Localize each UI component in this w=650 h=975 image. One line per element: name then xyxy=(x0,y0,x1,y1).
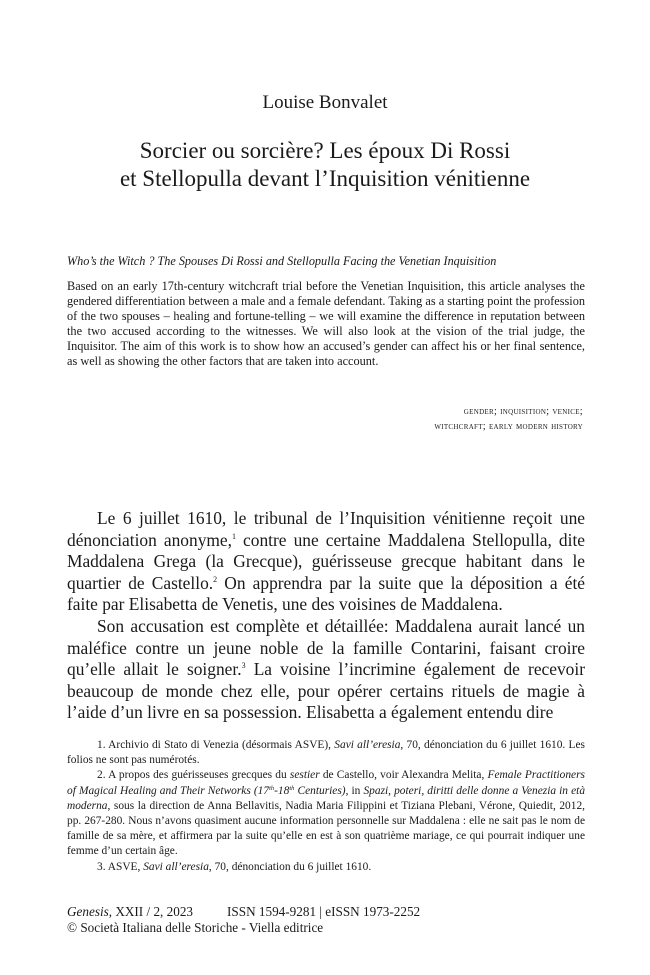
journal-name: Genesis xyxy=(67,904,109,919)
footnote-italic: Female Practitioners of Magical Healing and Their Networks (17 xyxy=(67,769,585,797)
abstract: Based on an early 17th-century witchcraft trial before the Venetian Inquisition, this article analyses the gendered differentiation between a male and a female defendant. Taking as a starting point the profession of the two spouses – healing and fortune-telling – we will examine the difference in reputation between the two accused according to the witnesses. We will also look at the vision of the trial judge, the Inquisitor. The aim of this work is to show how an accused’s gender can affect his or her final sentence, as well as showing the other factors that are taken into account. xyxy=(67,279,585,368)
footnote-text: , in xyxy=(345,784,364,797)
body-paragraph-1 xyxy=(67,508,585,616)
footnote-italic: -18 xyxy=(274,784,290,797)
body-text-run: On apprendra par la suite que la déposition a été faite par Elisabetta de Venetis, une des voisines de Maddalena. xyxy=(67,572,585,615)
article-title xyxy=(0,137,650,193)
copyright: © Società Italiana delle Storiche - Viella editrice xyxy=(67,920,324,935)
footnote-2 xyxy=(67,768,585,859)
footer-citation-row xyxy=(67,904,587,920)
footnote-3 xyxy=(67,860,585,875)
footnote-italic: Savi all’eresia xyxy=(334,739,401,751)
journal-issue: , XXII / 2, 2023 xyxy=(108,904,194,919)
issn: ISSN 1594-9281 | eISSN 1973-2252 xyxy=(227,904,421,919)
footnote-text: 1. Archivio di Stato di Venezia (désormais ASVE), xyxy=(97,739,335,751)
footnote-text: , 70, dénonciation du 6 juillet 1610. Les folios ne sont pas numérotés. xyxy=(67,739,585,767)
footnotes xyxy=(67,738,585,875)
english-title: Who’s the Witch ? The Spouses Di Rossi and Stellopulla Facing the Venetian Inquisition xyxy=(67,254,497,268)
footnote-ref-2[interactable]: 2 xyxy=(213,574,218,584)
keywords xyxy=(183,404,583,434)
page-footer xyxy=(67,904,587,936)
footnote-ref-3[interactable]: 3 xyxy=(241,661,246,671)
footnote-superscript: th xyxy=(289,784,295,792)
footnote-text: , sous la direction de Anna Bellavitis, Nadia Maria Filippini et Tiziana Plebani, Vérone, Quiedit, 2012, pp. 267-280. Nous n’avons quasiment aucune information personnelle sur Maddalena : elle ne sait pas le nom de famille de sa mère, et affirmera par la suite qu’elle en est à son quatrième mariage, ce qui pourrait indiquer une femme d’un certain âge. xyxy=(67,799,585,858)
body-text-run: contre une certaine Maddalena Stellopulla, dite Maddalena Grega (la Grecque), guérisseuse grecque habitant dans le quartier de Castello. xyxy=(67,529,585,593)
footnote-italic: Savi all’eresia xyxy=(143,860,209,873)
body-text-run: Son accusation est complète et détaillée: Maddalena aurait lancé un maléfice contre un jeune noble de la famille Contarini, faisant croire qu’elle allait le soigner. xyxy=(67,615,585,680)
footnote-text: de Castello, voir Alexandra Melita, xyxy=(319,769,488,782)
article-title-line-1: Sorcier ou sorcière? Les époux Di Rossi xyxy=(139,138,511,163)
author-name: Louise Bonvalet xyxy=(262,92,388,113)
body-paragraph-2 xyxy=(67,616,585,724)
footnote-text: 2. A propos des guérisseuses grecques du xyxy=(97,769,290,782)
footnote-superscript: th xyxy=(269,784,275,792)
footnote-text: , 70, dénonciation du 6 juillet 1610. xyxy=(208,860,372,873)
footnote-ref-1[interactable]: 1 xyxy=(231,531,236,541)
footnote-1 xyxy=(67,738,585,768)
body-text-run: Le 6 juillet 1610, le tribunal de l’Inquisition vénitienne reçoit une dénonciation anonyme, xyxy=(67,508,585,550)
footnote-italic: Centuries) xyxy=(294,784,346,797)
footnote-italic: sestier xyxy=(289,769,320,782)
article-body xyxy=(67,508,585,724)
footnote-text: 3. ASVE, xyxy=(97,860,144,873)
keywords-line-1: gender; inquisition; venice; xyxy=(463,406,583,417)
article-title-line-2: et Stellopulla devant l’Inquisition vénitienne xyxy=(119,166,531,191)
keywords-line-2: witchcraft; early modern history xyxy=(434,421,583,432)
body-text-run: La voisine l’incrimine également de recevoir beaucoup de monde chez elle, pour opérer certains rituels de magie à l’aide d’un livre en sa possession. Elisabetta a également entendu dire xyxy=(67,659,585,723)
footnote-italic: Spazi, poteri, diritti delle donne a Venezia in età moderna xyxy=(67,784,586,812)
